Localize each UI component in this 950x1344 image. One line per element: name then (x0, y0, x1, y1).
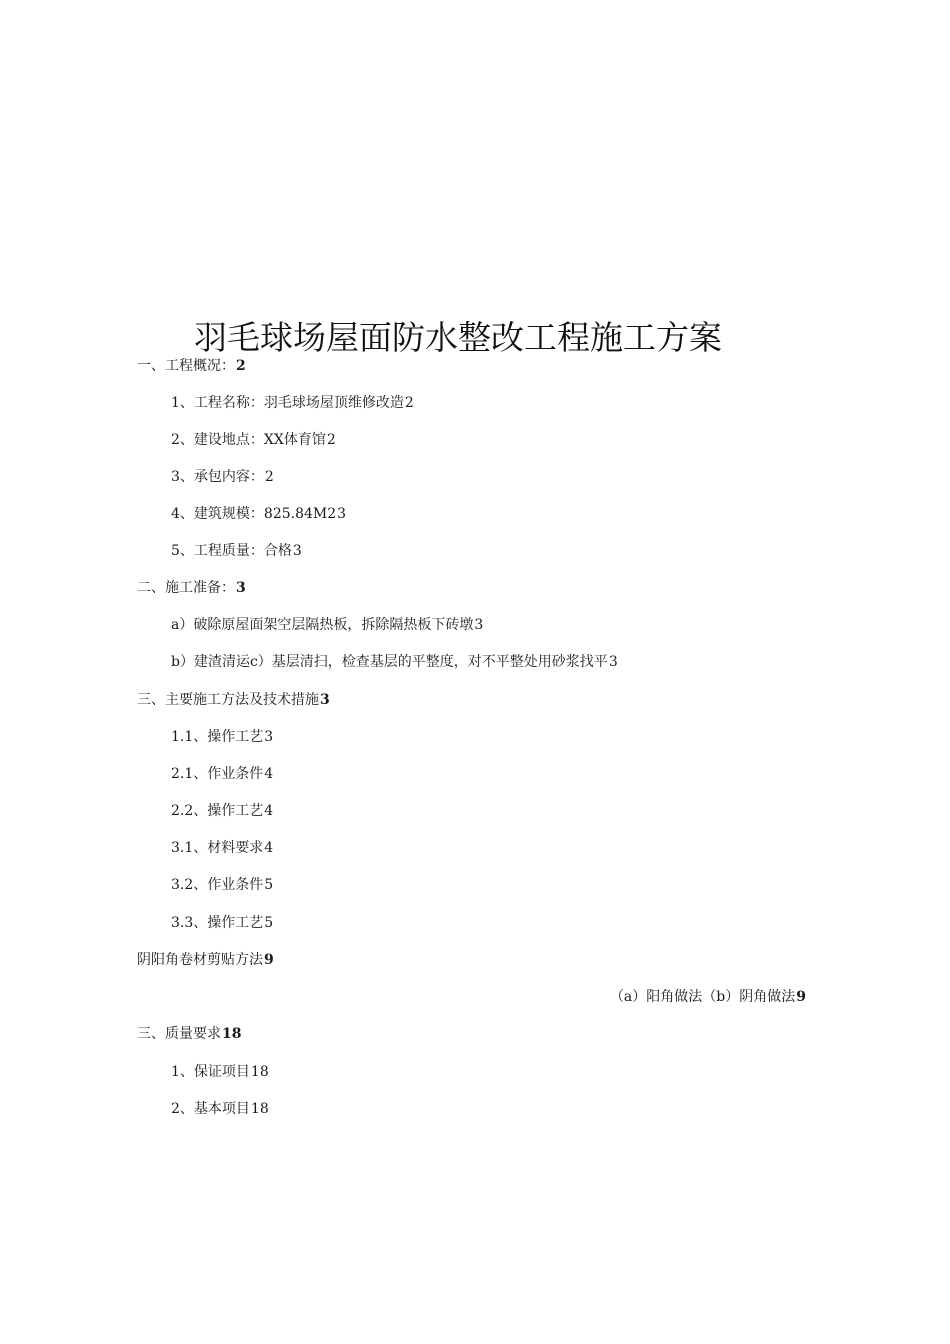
toc-entry-text: 3.2、作业条件 (171, 877, 264, 893)
toc-entry-quality[interactable] (171, 541, 302, 561)
toc-entry-text: 一、工程概况： (137, 358, 235, 374)
toc-entry-text: 3.1、材料要求 (171, 840, 264, 856)
toc-entry-text: 3、承包内容： (171, 469, 264, 485)
toc-entry-page: 4 (264, 803, 274, 819)
toc-entry-text: 1.1、操作工艺 (171, 729, 264, 745)
toc-entry-section-3[interactable] (137, 690, 330, 710)
toc-entry-page: 18 (250, 1064, 269, 1080)
toc-entry-page: 18 (222, 1026, 242, 1042)
toc-entry-basic-items[interactable] (171, 1099, 269, 1119)
toc-entry-section-2[interactable] (137, 578, 246, 598)
toc-entry-text: 三、主要施工方法及技术措施 (137, 692, 319, 708)
toc-entry-page: 4 (264, 766, 274, 782)
toc-entry-page: 2 (264, 469, 274, 485)
toc-entry-page: 2 (326, 432, 336, 448)
toc-entry-page: 4 (264, 840, 274, 856)
toc-entry-corner-details[interactable] (610, 987, 806, 1007)
toc-entry-page: 3 (320, 692, 330, 708)
toc-entry-section-1[interactable] (137, 356, 246, 376)
toc-entry-3-1[interactable] (171, 838, 273, 858)
toc-entry-guaranteed-items[interactable] (171, 1062, 269, 1082)
toc-entry-site[interactable] (171, 430, 336, 450)
toc-entry-text: a）破除原屋面架空层隔热板，拆除隔热板下砖墩 (171, 617, 474, 633)
toc-entry-text: 三、质量要求 (137, 1026, 221, 1042)
toc-entry-text: 3.3、操作工艺 (171, 915, 264, 931)
toc-entry-page: 9 (796, 989, 806, 1005)
toc-entry-text: 4、建筑规模：825.84M2 (171, 506, 337, 522)
toc-entry-page: 2 (236, 358, 246, 374)
toc-entry-text: 2.2、操作工艺 (171, 803, 264, 819)
toc-entry-page: 3 (337, 506, 347, 522)
toc-entry-2-2[interactable] (171, 801, 273, 821)
toc-entry-page: 9 (264, 952, 274, 968)
toc-entry-page: 5 (264, 915, 274, 931)
toc-entry-2-1[interactable] (171, 764, 273, 784)
toc-entry-text: 1、工程名称：羽毛球场屋顶维修改造 (171, 395, 404, 411)
toc-entry-page: 3 (264, 729, 274, 745)
toc-entry-project-name[interactable] (171, 393, 414, 413)
toc-entry-page: 3 (236, 580, 246, 596)
toc-entry-text: 2、基本项目 (171, 1101, 250, 1117)
toc-entry-text: 阴阳角卷材剪贴方法 (137, 952, 263, 968)
toc-entry-text: 2.1、作业条件 (171, 766, 264, 782)
toc-entry-1-1[interactable] (171, 727, 273, 747)
toc-entry-3-3[interactable] (171, 913, 273, 933)
toc-entry-page: 2 (404, 395, 414, 411)
toc-entry-3-2[interactable] (171, 875, 273, 895)
toc-entry-page: 5 (264, 877, 274, 893)
toc-entry-text: （a）阳角做法（b）阴角做法 (609, 989, 796, 1005)
toc-entry-text: 2、建设地点：XX体育馆 (171, 432, 326, 448)
toc-entry-scale[interactable] (171, 504, 346, 524)
toc-entry-demolition[interactable] (171, 615, 483, 635)
toc-entry-page: 3 (474, 617, 484, 633)
toc-entry-page: 3 (608, 654, 618, 670)
toc-entry-text: 二、施工准备： (137, 580, 235, 596)
toc-entry-debris-removal[interactable] (171, 652, 618, 672)
toc-entry-text: 1、保证项目 (171, 1064, 250, 1080)
toc-entry-page: 18 (250, 1101, 269, 1117)
toc-entry-text: b）建渣清运c）基层清扫，检查基层的平整度，对不平整处用砂浆找平 (171, 654, 608, 670)
toc-entry-corner-method[interactable] (137, 950, 274, 970)
toc-entry-page: 3 (292, 543, 302, 559)
toc-entry-text: 5、工程质量：合格 (171, 543, 292, 559)
document-title: 羽毛球场屋面防水整改工程施工方案 (194, 318, 722, 357)
toc-entry-contract-scope[interactable] (171, 467, 274, 487)
toc-entry-quality-requirements[interactable] (137, 1024, 241, 1044)
